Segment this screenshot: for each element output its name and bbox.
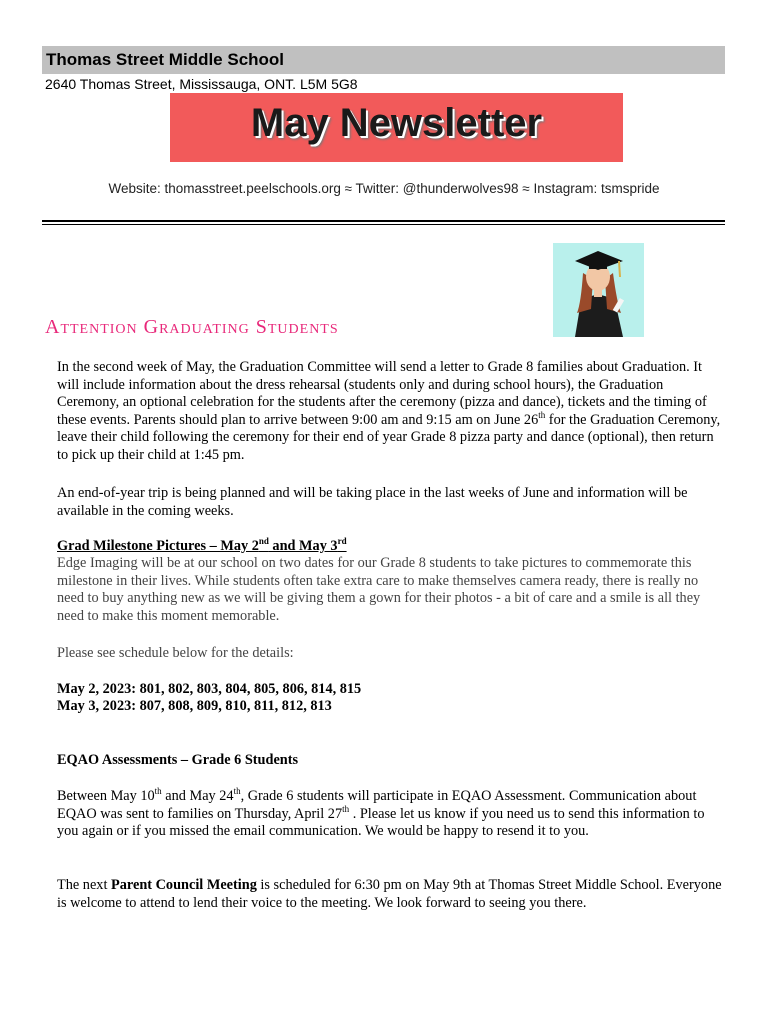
eqao-paragraph: Between May 10th and May 24th, Grade 6 students will participate in EQAO Assessment. Communication about EQAO was sent to families on Thursday, April 27th . Please let us know if you need us to send this information to you again or if you missed the email communication. We would be happy to resend it to you. xyxy=(57,786,705,839)
school-name: Thomas Street Middle School xyxy=(46,50,285,69)
graduation-heading: Attention Graduating Students xyxy=(45,316,339,338)
schedule-day-2: May 3, 2023: 807, 808, 809, 810, 811, 812, 813 xyxy=(57,698,332,714)
eqao-heading: EQAO Assessments – Grade 6 Students xyxy=(57,752,299,768)
social-links: Website: thomasstreet.peelschools.org ≈ Twitter: @thunderwolves98 ≈ Instagram: tsmspride xyxy=(108,181,660,196)
divider-thick xyxy=(42,220,725,222)
graduate-illustration xyxy=(553,243,644,337)
schedule-intro: Please see schedule below for the details: xyxy=(57,645,294,661)
trip-paragraph: An end-of-year trip is being planned and will be taking place in the last weeks of June and information will be available in the coming weeks. xyxy=(57,485,688,519)
milestone-heading: Grad Milestone Pictures – May 2nd and May 3rd xyxy=(57,536,347,554)
council-paragraph: The next Parent Council Meeting is scheduled for 6:30 pm on May 9th at Thomas Street Middle School. Everyone is welcome to attend to lend their voice to the meeting. We look forward to seeing you there. xyxy=(57,877,722,911)
newsletter-title: May Newsletter xyxy=(250,101,543,145)
school-name-bar xyxy=(42,46,725,74)
graduation-paragraph: In the second week of May, the Graduation Committee will send a letter to Grade 8 families about Graduation. It will include information about the dress rehearsal (students only and during school hours), the Graduation Ceremony, an optional celebration for the students after the ceremony (pizza and dance), tickets and the timing of these events. Parents should plan to arrive between 9:00 am and 9:15 am on June 26th for the Graduation Ceremony, leave their child following the ceremony for their end of year Grade 8 pizza party and dance (optional), then return to pick up their child at 1:45 pm. xyxy=(57,359,721,463)
school-address: 2640 Thomas Street, Mississauga, ONT. L5M 5G8 xyxy=(45,76,358,92)
schedule-day-1: May 2, 2023: 801, 802, 803, 804, 805, 806, 814, 815 xyxy=(57,681,362,697)
newsletter-banner xyxy=(170,93,623,162)
milestone-paragraph: Edge Imaging will be at our school on two dates for our Grade 8 students to take pictures to commemorate this milestone in their lives. While students often take extra care to make themselves camera ready, there is really no need to buy anything new as we will be giving them a gown for their photos - a bit of care and a smile is all they need to make this moment memorable. xyxy=(57,555,701,624)
divider-thin xyxy=(42,224,725,225)
